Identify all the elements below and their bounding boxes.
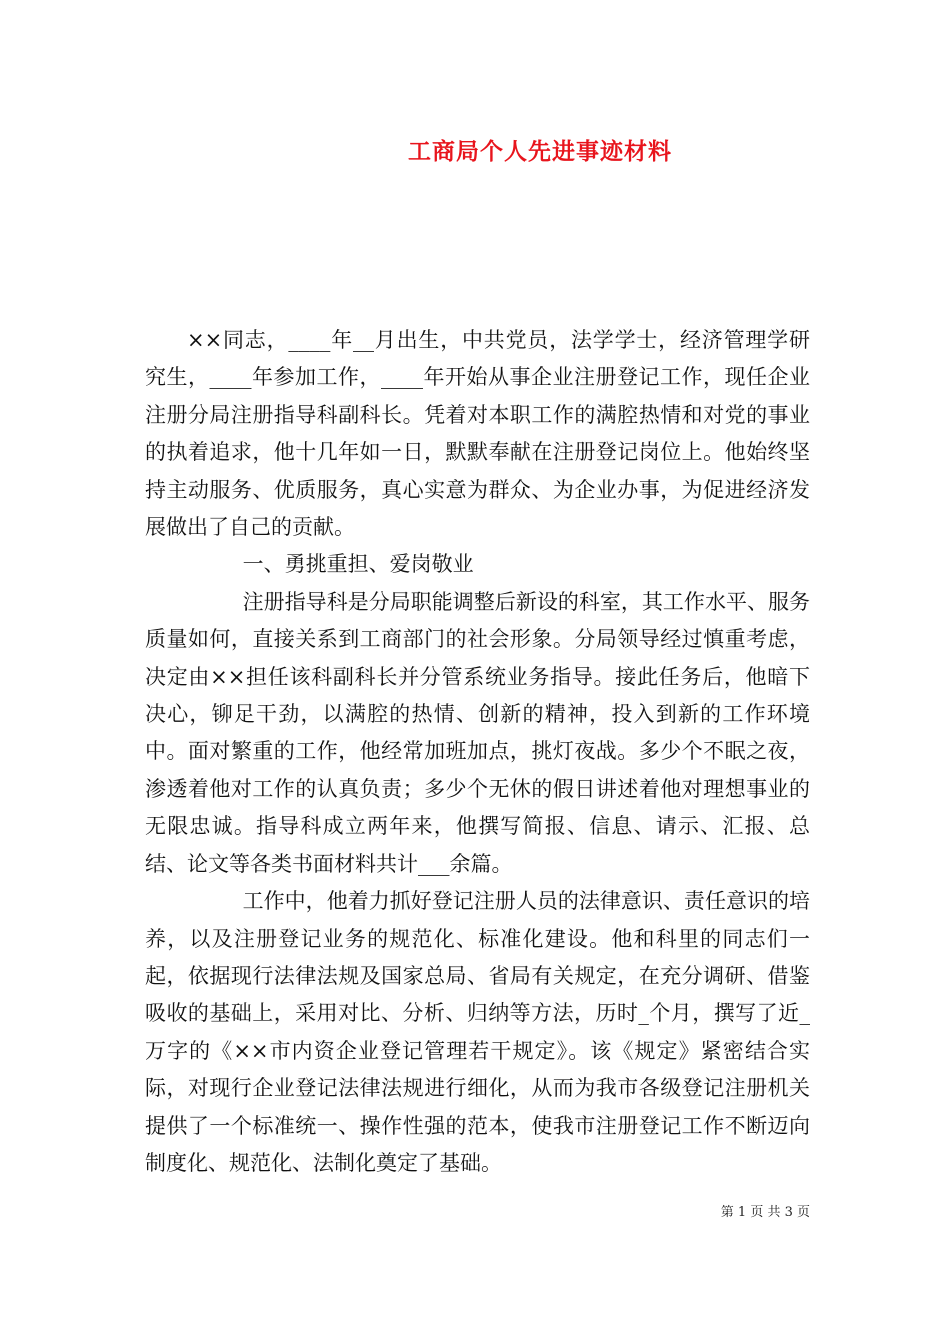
page-number: 第 1 页 共 3 页 [720, 1205, 810, 1220]
paragraph-section-2: 工作中，他着力抓好登记注册人员的法律意识、责任意识的培养，以及注册登记业务的规范化、标准化建设。他和科里的同志们一起，依据现行法律法规及国家总局、省局有关规定，在充分调研、借鉴吸收的基础上，采用对比、分析、归纳等方法，历时_个月，撰写了近_万字的《××市内资企业登记管理若干规定》。该《规定》紧密结合实际，对现行企业登记法律法规进行细化，从而为我市各级登记注册机关提供了一个标准统一、操作性强的范本，使我市注册登记工作不断迈向制度化、规范化、法制化奠定了基础。 [145, 889, 810, 1175]
paragraph-section-1: 注册指导科是分局职能调整后新设的科室，其工作水平、服务质量如何，直接关系到工商部门的社会形象。分局领导经过慎重考虑，决定由××担任该科副科长并分管系统业务指导。接此任务后，他暗下决心，铆足干劲，以满腔的热情、创新的精神，投入到新的工作环境中。面对繁重的工作，他经常加班加点，挑灯夜战。多少个不眠之夜，渗透着他对工作的认真负责；多少个无休的假日讲述着他对理想事业的无限忠诚。指导科成立两年来，他撰写简报、信息、请示、汇报、总结、论文等各类书面材料共计___余篇。 [145, 589, 810, 876]
document-title: 工商局个人先进事迹材料 [408, 138, 672, 165]
document-body [145, 322, 810, 1182]
paragraph-intro: ××同志，____年__月出生，中共党员，法学学士，经济管理学研究生，____年参加工作，____年开始从事企业注册登记工作，现任企业注册分局注册指导科副科长。凭着对本职工作的满腔热情和对党的事业的执着追求，他十几年如一日，默默奉献在注册登记岗位上。他始终坚持主动服务、优质服务，真心实意为群众、为企业办事，为促进经济发展做出了自己的贡献。 [145, 328, 810, 540]
section-heading: 一、勇挑重担、爱岗敬业 [242, 552, 474, 577]
